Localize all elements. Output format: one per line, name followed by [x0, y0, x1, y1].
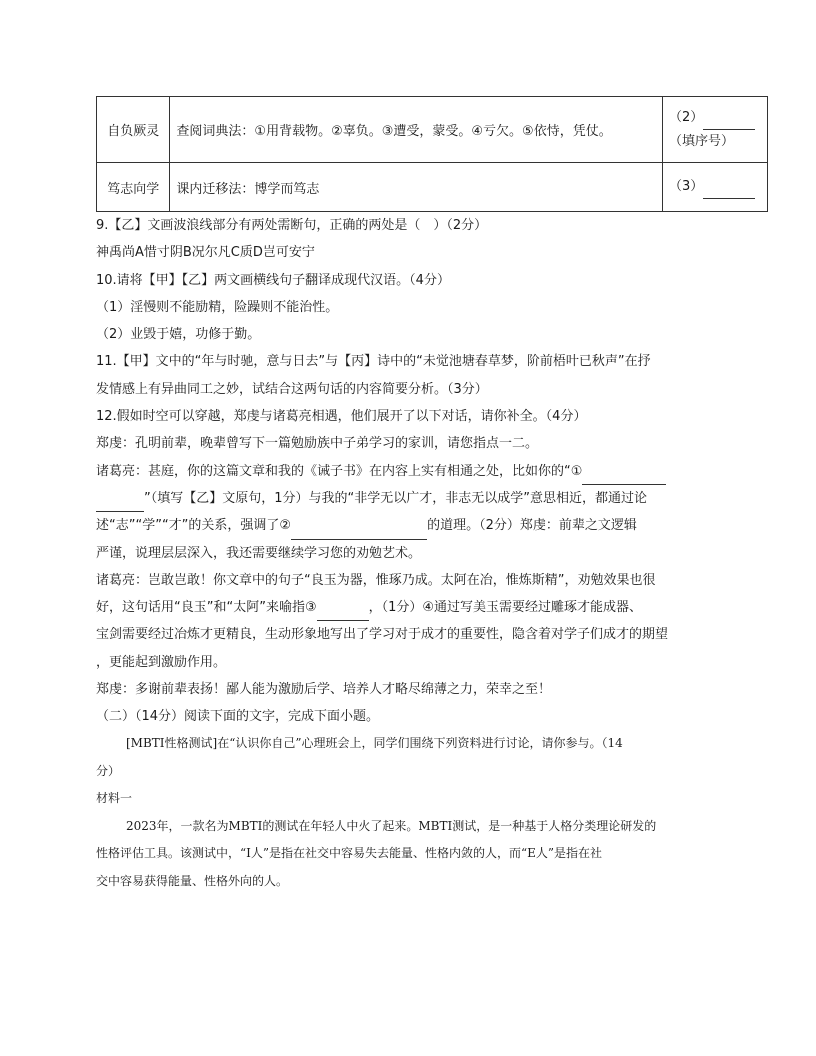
dialogue-text: 述“志”“学”“才”的关系，强调了② [96, 518, 292, 534]
dialogue-text: ，（1分）④通过写美玉需要经过雕琢才能成器、 [368, 600, 643, 616]
method-cell: 课内迁移法：博学而笃志 [170, 163, 663, 212]
dialogue-text: ”（填写【乙】文原句，1分）与我的“非学无以广才，非志无以成学”意思相近，都通过论 [144, 490, 647, 506]
question-11-continued: 发情感上有异曲同工之妙，试结合这两句话的内容简要分析。（3分） [96, 381, 488, 397]
question-10-part-1: （1）淫慢则不能励精，险躁则不能治性。 [96, 299, 339, 315]
answer-cell [662, 97, 767, 163]
dialogue-line: ，更能起到激励作用。 [96, 654, 227, 670]
fill-blank-1-continued[interactable] [96, 495, 144, 512]
material-paragraph: 2023年，一款名为MBTI的测试在年轻人中火了起来。MBTI测试，是一种基于人格分类理论研发的 [126, 818, 657, 833]
dialogue-text: 诸葛亮：甚庭，你的这篇文章和我的《诫子书》在内容上实有相通之处，比如你的“① [96, 463, 583, 479]
answer-blank[interactable] [703, 115, 755, 130]
answer-blank[interactable] [703, 184, 755, 199]
dialogue-line: 诸葛亮：岂敢岂敢！你文章中的句子“良玉为器，惟琢乃成。太阿在冶，惟炼斯精”，劝勉效果也很 [96, 572, 656, 588]
material-intro: [MBTI性格测试]在“认识你自己”心理班会上，同学们围绕下列资料进行讨论，请你参与。（14 [126, 736, 623, 750]
dialogue-text: 的道理。（2分）郑虔：前辈之文逻辑 [427, 518, 637, 534]
dialogue-line [96, 512, 726, 539]
question-9-options: 神禹尚A惜寸阴B况尔凡C质D岂可安宁 [96, 245, 315, 261]
reading-material [96, 730, 726, 895]
answer-number: （2） [668, 109, 704, 125]
question-text [96, 212, 726, 731]
dialogue-line: 郑虔：多谢前辈表扬！鄙人能为激励后学、培养人才略尽绵薄之力，荣幸之至！ [96, 682, 552, 698]
vocabulary-table [96, 96, 768, 212]
table-row [97, 163, 768, 212]
fill-blank-1[interactable] [582, 468, 666, 485]
material-label: 材料一 [96, 791, 133, 805]
dialogue-line [96, 458, 726, 485]
material-paragraph: 交中容易获得能量、性格外向的人。 [96, 873, 289, 888]
word-cell: 笃志向学 [97, 163, 170, 212]
answer-hint: （填序号） [668, 133, 734, 149]
section-heading: （二）（14分）阅读下面的文字，完成下面小题。 [96, 709, 380, 725]
material-intro-continued: 分） [96, 763, 121, 778]
dialogue-line: 严谨，说理层层深入，我还需要继续学习您的劝勉艺术。 [96, 545, 422, 561]
question-10: 10.请将【甲】【乙】两文画横线句子翻译成现代汉语。（4分） [96, 272, 450, 288]
material-paragraph: 性格评估工具。该测试中，“I人”是指在社交中容易失去能量、性格内敛的人，而“E人”是指在社 [96, 846, 603, 860]
method-cell: 查阅词典法：①用背载物。②辜负。③遭受，蒙受。④亏欠。⑤依恃，凭仗。 [170, 97, 663, 163]
fill-blank-2[interactable] [291, 523, 427, 540]
dialogue-line: 郑虔：孔明前辈，晚辈曾写下一篇勉励族中子弟学习的家训，请您指点一二。 [96, 436, 539, 452]
question-11: 11.【甲】文中的“年与时驰，意与日去”与【丙】诗中的“未觉池塘春草梦，阶前梧叶已秋声”在抒 [96, 354, 651, 370]
table-row [97, 97, 768, 163]
fill-blank-3[interactable] [317, 604, 369, 621]
question-12: 12.假如时空可以穿越，郑虔与诸葛亮相遇，他们展开了以下对话，请你补全。（4分） [96, 409, 587, 425]
dialogue-line: 宝剑需要经过冶炼才更精良，生动形象地写出了学习对于成才的重要性，隐含着对学子们成才的期望 [96, 627, 669, 643]
answer-number: （3） [668, 179, 704, 194]
dialogue-line [96, 594, 726, 621]
question-9: 9.【乙】文画波浪线部分有两处需断句，正确的两处是（ ）（2分） [96, 218, 488, 233]
answer-cell [662, 163, 767, 212]
dialogue-text: 好，这句话用“良玉”和“太阿”来喻指③ [96, 600, 317, 616]
question-10-part-2: （2）业毁于嬉，功修于勤。 [96, 327, 261, 343]
word-cell: 自负厥灵 [97, 97, 170, 163]
dialogue-line [96, 485, 726, 512]
